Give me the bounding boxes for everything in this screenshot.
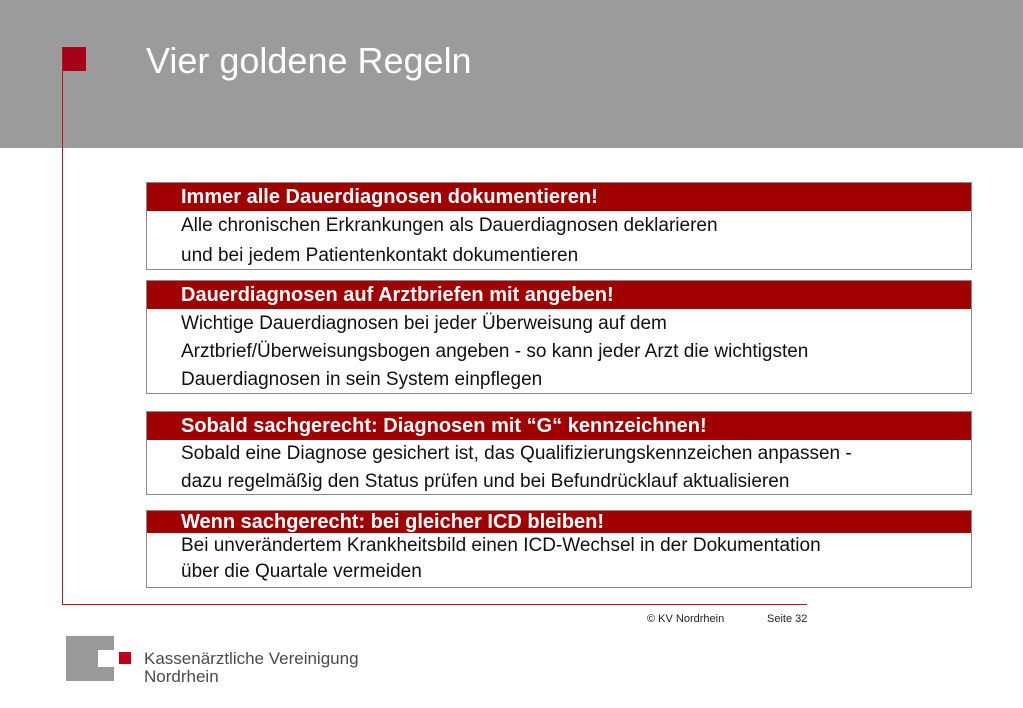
logo-text: [144, 650, 359, 686]
rule-line: und bei jedem Patientenkontakt dokumentieren: [181, 245, 579, 266]
rule-line: Wichtige Dauerdiagnosen bei jeder Überweisung auf dem: [181, 313, 667, 334]
rule-body: [147, 211, 971, 271]
logo-line-2: Nordrhein: [144, 667, 219, 686]
rule-body: [147, 533, 971, 585]
footer-page-number: Seite 32: [767, 613, 808, 625]
rule-body: [147, 440, 971, 496]
rule-line: Bei unverändertem Krankheitsbild einen ICD-Wechsel in der Dokumentation: [181, 535, 821, 556]
logo-line-1: Kassenärztliche Vereinigung: [144, 649, 359, 668]
rule-line: Dauerdiagnosen in sein System einpflegen: [181, 369, 543, 390]
title-accent-square: [62, 47, 86, 71]
rule-heading: Immer alle Dauerdiagnosen dokumentieren!: [147, 183, 971, 211]
rule-line: Alle chronischen Erkrankungen als Dauerdiagnosen deklarieren: [181, 215, 718, 236]
rule-box-1: [146, 182, 972, 270]
rule-line: Arztbrief/Überweisungsbogen angeben - so kann jeder Arzt die wichtigsten: [181, 341, 809, 362]
logo-red-square-icon: [119, 652, 131, 664]
kv-logo: [66, 636, 366, 686]
frame-vertical-line: [62, 47, 63, 605]
rule-box-2: [146, 280, 972, 394]
logo-notch: [98, 650, 114, 667]
rule-line: Sobald eine Diagnose gesichert ist, das Qualifizierungskennzeichen anpassen -: [181, 443, 852, 464]
rule-box-4: [146, 510, 972, 588]
rule-line: über die Quartale vermeiden: [181, 561, 422, 582]
rule-box-3: [146, 411, 972, 495]
page-title: Vier goldene Regeln: [146, 40, 472, 81]
rule-line: dazu regelmäßig den Status prüfen und bei Befundrücklauf aktualisieren: [181, 471, 790, 492]
rule-body: [147, 309, 971, 394]
rule-heading: Dauerdiagnosen auf Arztbriefen mit angeben!: [147, 281, 971, 309]
rule-heading: Wenn sachgerecht: bei gleicher ICD bleiben!: [147, 511, 971, 533]
frame-horizontal-line: [62, 604, 807, 605]
rule-heading: Sobald sachgerecht: Diagnosen mit “G“ kennzeichnen!: [147, 412, 971, 440]
footer-copyright: © KV Nordrhein: [647, 613, 725, 625]
